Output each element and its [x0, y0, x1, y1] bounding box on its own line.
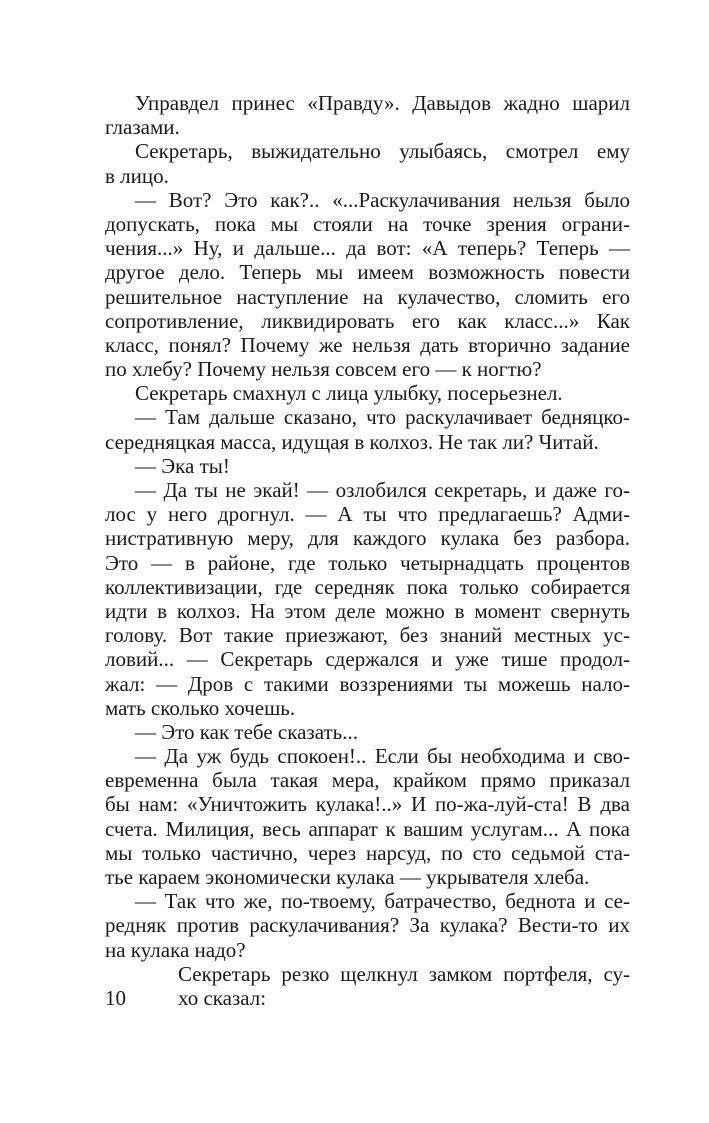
- paragraph: [105, 188, 630, 382]
- paragraph: [105, 381, 630, 405]
- text-line: середняцкая масса, идущая в колхоз. Не так ли? Читай.: [105, 429, 599, 454]
- text-line: нистративную меру, для каждого кулака без разбора.: [105, 526, 630, 551]
- paragraph: [105, 91, 630, 139]
- page-body: [105, 91, 630, 1010]
- text-line: класс, понял? Почему же нельзя дать вторично задание: [105, 332, 630, 357]
- page-number: 10: [105, 985, 126, 1010]
- paragraph: [105, 405, 630, 453]
- paragraph: [105, 889, 630, 962]
- text-line: бы нам: «Уничтожить кулака!..» И по-жа-луй-ста! В два: [105, 792, 630, 817]
- paragraph: [105, 478, 630, 720]
- text-line: сопротивление, ликвидировать его как класс...» Как: [105, 308, 630, 333]
- paragraph: [105, 454, 630, 478]
- text-line: на кулака надо?: [105, 937, 246, 962]
- text-line: Секретарь смахнул с лица улыбку, посерьезнел.: [135, 381, 563, 406]
- text-line: коллективизации, где середняк пока только собирается: [105, 574, 630, 599]
- text-column: [105, 91, 630, 962]
- text-line: — Так что же, по-твоему, батрачество, беднота и се-: [135, 889, 630, 914]
- text-line: редняк против раскулачивания? За кулака? Вести-то их: [105, 913, 630, 938]
- text-line: решительное наступление на кулачество, сломить его: [105, 284, 630, 309]
- paragraph: [105, 720, 630, 744]
- text-line: хо сказал:: [178, 985, 267, 1010]
- text-line: лос у него дрогнул. — А ты что предлагаешь? Адми-: [105, 502, 630, 527]
- text-line: — Да ты не экай! — озлобился секретарь, и даже го-: [135, 478, 630, 502]
- text-line: ловий... — Секретарь сдержался и уже тише продол-: [105, 647, 630, 672]
- text-line: по хлебу? Почему нельзя совсем его — к ногтю?: [105, 357, 542, 382]
- text-line: — Да уж будь спокоен!.. Если бы необходима и сво-: [135, 744, 630, 769]
- text-line: глазами.: [105, 115, 180, 140]
- text-line: — Там дальше сказано, что раскулачивает бедняцко-: [135, 405, 630, 430]
- text-line: жал: — Дров с такими воззрениями ты можешь нало-: [105, 671, 630, 696]
- text-line: голову. Вот такие приезжают, без знаний местных ус-: [105, 623, 630, 648]
- footer-lines: [105, 962, 630, 1010]
- text-line: мы только частично, через нарсуд, по сто седьмой ста-: [105, 840, 630, 865]
- text-line: — Вот? Это как?.. «...Раскулачивания нельзя было: [135, 187, 630, 212]
- text-line: — Эка ты!: [135, 453, 230, 478]
- text-line: идти в колхоз. На этом деле можно в момент свернуть: [105, 598, 630, 623]
- text-line: Секретарь резко щелкнул замком портфеля, су-: [178, 961, 630, 986]
- paragraph: [105, 744, 630, 889]
- text-line: тье караем экономически кулака — укрывателя хлеба.: [105, 865, 590, 889]
- text-line: Управдел принес «Правду». Давыдов жадно шарил: [135, 91, 630, 115]
- text-line: — Это как тебе сказать...: [135, 719, 359, 744]
- text-line: евременна была такая мера, крайком прямо приказал: [105, 768, 630, 793]
- text-line: мать сколько хочешь.: [105, 695, 296, 720]
- text-line: в лицо.: [105, 163, 169, 188]
- text-line: Секретарь, выжидательно улыбаясь, смотрел ему: [135, 139, 630, 164]
- text-line: счета. Милиция, весь аппарат к вашим услугам... А пока: [105, 816, 630, 841]
- text-line: Это — в районе, где только четырнадцать процентов: [105, 550, 630, 575]
- text-line: допускать, пока мы стояли на точке зрения ограни-: [105, 211, 630, 236]
- text-line: чения...» Ну, и дальше... да вот: «А теперь? Теперь —: [105, 236, 630, 261]
- paragraph: [105, 139, 630, 187]
- footer-paragraph: [105, 962, 630, 1010]
- text-line: другое дело. Теперь мы имеем возможность повести: [105, 260, 630, 285]
